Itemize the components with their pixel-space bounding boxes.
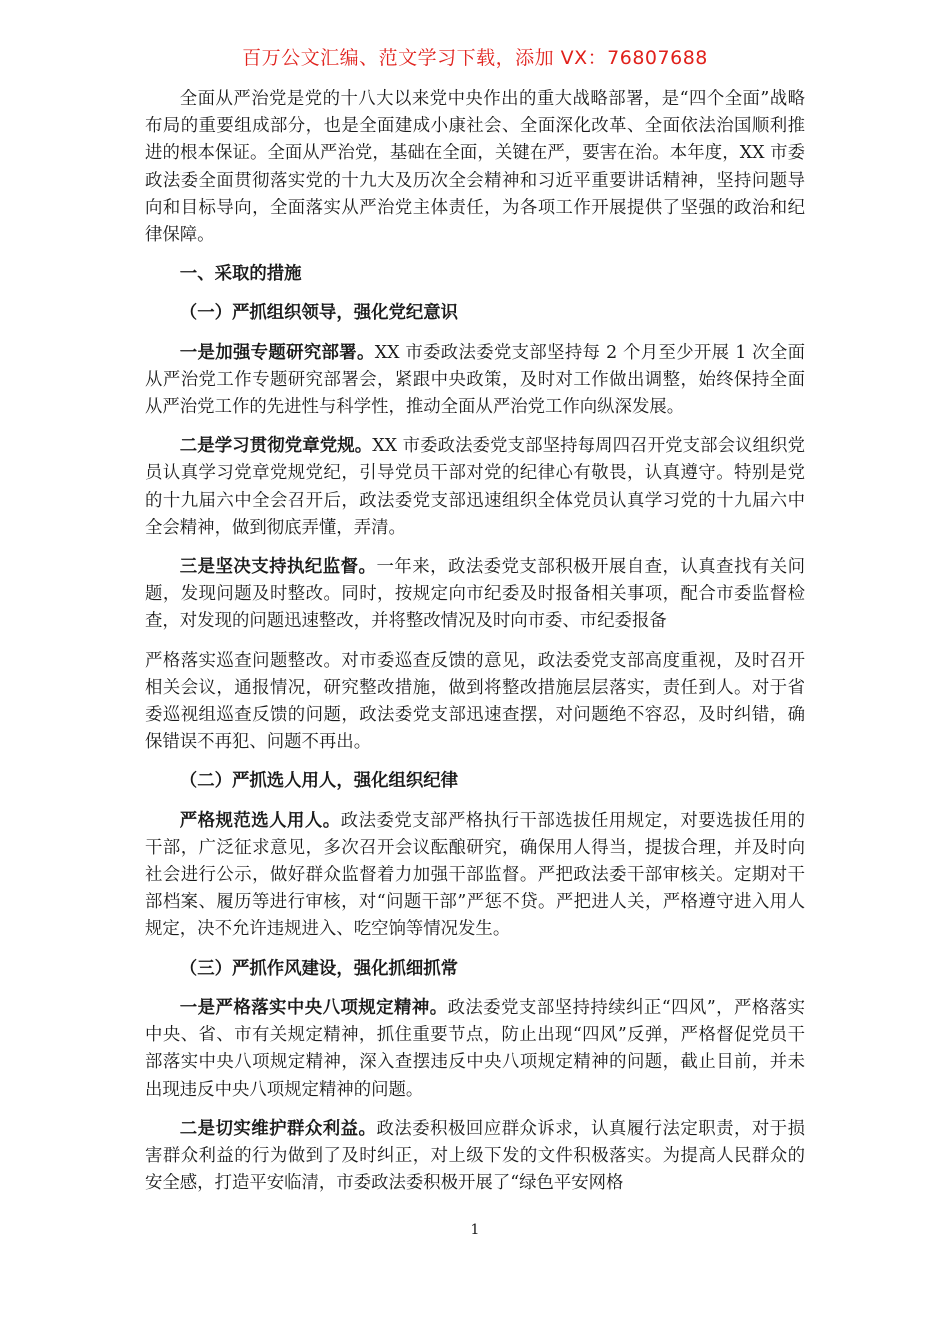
paragraph-eight-rules [145,995,805,1104]
paragraph-party-rules [145,433,805,542]
subsection-heading-2: （二）严抓选人用人，强化组织纪律 [179,771,459,792]
paragraph-body: XX 市委政法委党支部坚持每 2 个月至少开展 1 次全面从严治党工作专题研究部署会，紧跟中央政策，及时对工作做出调整，始终保持全面从严治党工作的先进性与科学性，推动全面从严治党工作向纵深发展。 [145,342,805,418]
paragraph-lead: 一是严格落实中央八项规定精神。 [179,997,448,1018]
paragraph-discipline-supervision [145,554,805,636]
promo-banner: 百万公文汇编、范文学习下载，添加 VX：76807688 [242,47,708,69]
paragraph-topic-research [145,340,805,422]
paragraph-inspection-rectification: 严格落实巡查问题整改。对市委巡查反馈的意见，政法委党支部高度重视，及时召开相关会议，通报情况，研究整改措施，做到将整改措施层层落实，责任到人。对于省委巡视组巡查反馈的问题，政法委党支部迅速查摆，对问题绝不容忍，及时纠错，确保错误不再犯、问题不再出。 [145,650,805,753]
paragraph-lead: 二是切实维护群众利益。 [179,1118,377,1139]
page-number: 1 [470,1222,480,1238]
section-heading: 一、采取的措施 [179,264,302,285]
document-body [145,86,805,1209]
paragraph-public-interest [145,1116,805,1198]
paragraph-lead: 一是加强专题研究部署。 [179,342,375,363]
paragraph-lead: 二是学习贯彻党章党规。 [179,436,373,457]
intro-paragraph: 全面从严治党是党的十八大以来党中央作出的重大战略部署，是“四个全面”战略布局的重要组成部分，也是全面建成小康社会、全面深化改革、全面依法治国顺利推进的根本保证。全面从严治党，基础在全面，关键在严，要害在治。本年度，XX 市委政法委全面贯彻落实党的十九大及历次全会精神和习近平重要讲话精神，坚持问题导向和目标导向，全面落实从严治党主体责任，为各项工作开展提供了坚强的政治和纪律保障。 [145,89,805,246]
paragraph-body: XX 市委政法委党支部坚持每周四召开党支部会议组织党员认真学习党章党规党纪，引导党员干部对党的纪律心有敬畏，认真遵守。特别是党的十九届六中全会召开后，政法委党支部迅速组织全体党员认真学习党的十九届六中全会精神，做到彻底弄懂，弄清。 [145,436,805,538]
paragraph-body: 政法委党支部坚持持续纠正“四风”，严格落实中央、省、市有关规定精神，抓住重要节点，防止出现“四风”反弹，严格督促党员干部落实中央八项规定精神，深入查摆违反中央八项规定精神的问题，截止目前，并未出现违反中央八项规定精神的问题。 [145,997,805,1100]
paragraph-body: 一年来，政法委党支部积极开展自查，认真查找有关问题，发现问题及时整改。同时，按规定向市纪委及时报备相关事项，配合市委监督检查，对发现的问题迅速整改，并将整改情况及时向市委、市纪委报备 [145,557,805,632]
paragraph-body: 政法委党支部严格执行干部选拔任用规定，对要选拔任用的干部，广泛征求意见，多次召开会议酝酿研究，确保用人得当，提拔合理，并及时向社会进行公示，做好群众监督着力加强干部监督。严把政法委干部审核关。定期对干部档案、履历等进行审核，对“问题干部”严惩不贷。严把进人关，严格遵守进入用人规定，决不允许违规进入、吃空饷等情况发生。 [145,810,805,940]
subsection-heading-3: （三）严抓作风建设，强化抓细抓常 [179,958,459,979]
subsection-heading-1: （一）严抓组织领导，强化党纪意识 [179,303,459,324]
paragraph-lead: 严格规范选人用人。 [179,810,341,831]
paragraph-body: 政法委积极回应群众诉求，认真履行法定职责，对于损害群众利益的行为做到了及时纠正，对上级下发的文件积极落实。为提高人民群众的安全感，打造平安临清，市委政法委积极开展了“绿色平安网格 [145,1118,805,1194]
paragraph-personnel-selection [145,808,805,944]
paragraph-lead: 三是坚决支持执纪监督。 [179,557,377,578]
